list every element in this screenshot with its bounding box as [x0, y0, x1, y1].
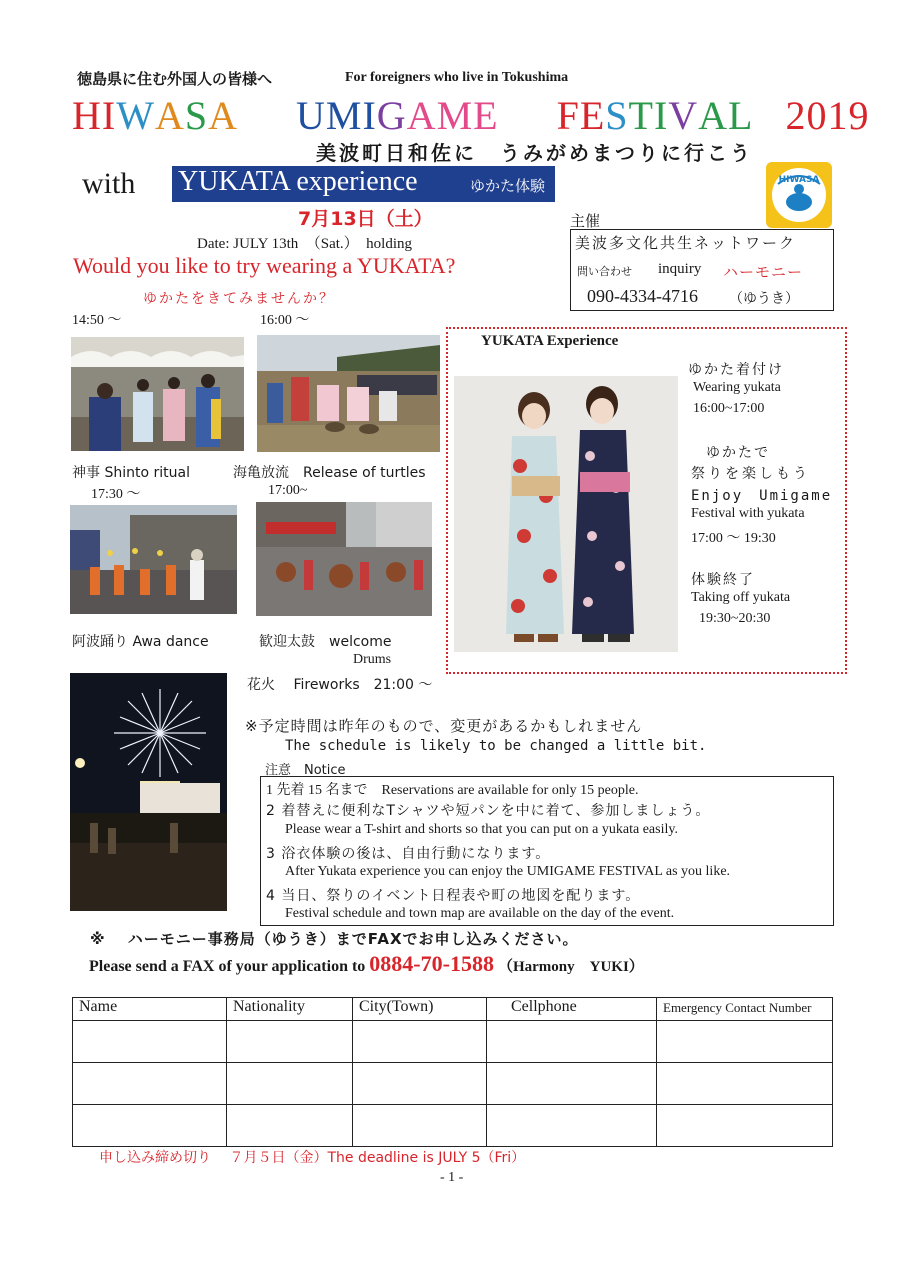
- exp-item-3: ゆかたで: [706, 445, 770, 461]
- event-label-awa: 阿波踊り Awa dance: [72, 634, 209, 650]
- turtle-logo-icon: [766, 162, 832, 228]
- notice-line-2: Please wear a T-shirt and shorts so that you can put on a yukata easily.: [285, 822, 678, 837]
- form-cell-nationality[interactable]: [227, 1063, 353, 1105]
- notice-line-1: 2 着替えに便利なTシャツや短パンを中に着て、参加しましょう。: [266, 803, 711, 819]
- title-word-hiwasa: HIWASA: [72, 93, 239, 138]
- notice-box: [260, 776, 834, 926]
- exp-item-8: 体験終了: [691, 572, 755, 588]
- yukata-banner-jp: ゆかた体験: [470, 177, 546, 195]
- fireworks-photo: [70, 673, 227, 911]
- yukata-banner: [172, 166, 555, 202]
- subtitle-jp: 美波町日和佐に うみがめまつりに行こう: [316, 143, 753, 165]
- festival-title: [72, 92, 870, 139]
- header-jp: 徳島県に住む外国人の皆様へ: [77, 72, 273, 88]
- experience-title: YUKATA Experience: [481, 333, 619, 349]
- application-form-table: [72, 997, 833, 1147]
- table-row: [73, 1105, 833, 1147]
- svg-text:HIWASA: HIWASA: [778, 175, 820, 185]
- event-label-turtles: 海亀放流 Release of turtles: [233, 465, 426, 481]
- form-cell-nationality[interactable]: [227, 1105, 353, 1147]
- form-header-emergency: Emergency Contact Number: [657, 998, 833, 1021]
- form-cell-name[interactable]: [73, 1063, 227, 1105]
- inquiry-en: inquiry: [658, 261, 702, 277]
- notice-line-5: 4 当日、祭りのイベント日程表や町の地図を配ります。: [266, 888, 641, 904]
- organizer-box: [570, 229, 834, 311]
- exp-item-5: Enjoy Umigame: [691, 488, 833, 504]
- experience-box: [446, 327, 847, 674]
- form-cell-name[interactable]: [73, 1105, 227, 1147]
- header-en: For foreigners who live in Tokushima: [345, 70, 569, 85]
- title-word-umigame: UMIGAME: [296, 93, 499, 138]
- form-cell-cellphone[interactable]: [487, 1105, 657, 1147]
- form-cell-emergency[interactable]: [657, 1105, 833, 1147]
- notice-line-4: After Yukata experience you can enjoy the UMIGAME FESTIVAL as you like.: [285, 864, 731, 879]
- form-header-cellphone: Cellphone: [487, 998, 657, 1021]
- notice-line-3: 3 浴衣体験の後は、自由行動になります。: [266, 846, 551, 862]
- exp-item-7: 17:00 〜 19:30: [691, 531, 776, 546]
- schedule-note-en: The schedule is likely to be changed a little bit.: [285, 738, 707, 754]
- exp-item-10: 19:30~20:30: [699, 611, 771, 626]
- event-label-drums-2: Drums: [353, 652, 392, 667]
- event-label-fireworks: 花火 Fireworks 21:00 〜: [247, 677, 433, 693]
- exp-item-0: ゆかた着付け: [688, 362, 784, 378]
- form-cell-emergency[interactable]: [657, 1063, 833, 1105]
- form-cell-city[interactable]: [353, 1021, 487, 1063]
- form-cell-city[interactable]: [353, 1105, 487, 1147]
- form-cell-name[interactable]: [73, 1021, 227, 1063]
- form-cell-city[interactable]: [353, 1063, 487, 1105]
- form-cell-emergency[interactable]: [657, 1021, 833, 1063]
- festival-logo: [766, 162, 832, 228]
- form-cell-cellphone[interactable]: [487, 1063, 657, 1105]
- exp-item-2: 16:00~17:00: [693, 401, 765, 416]
- form-cell-cellphone[interactable]: [487, 1021, 657, 1063]
- organizer-name: 美波多文化共生ネットワーク: [575, 234, 797, 252]
- event-label-drums: 歓迎太鼓 welcome: [259, 634, 392, 650]
- exp-item-1: Wearing yukata: [693, 380, 781, 395]
- exp-item-9: Taking off yukata: [691, 590, 791, 605]
- title-word-festival: FESTIVAL: [556, 93, 754, 138]
- organizer-label: 主催: [570, 212, 601, 230]
- table-row: [73, 1063, 833, 1105]
- inquiry-jp: 問い合わせ: [577, 265, 632, 278]
- table-row: [73, 1021, 833, 1063]
- title-year: 2019: [785, 93, 870, 138]
- fax-suffix: （Harmony YUKI）: [497, 959, 644, 975]
- with-word: with: [82, 167, 136, 200]
- event-time-awa: 17:30 〜: [91, 487, 141, 502]
- event-time-shinto: 14:50 〜: [72, 313, 122, 328]
- fax-jp: ※ ハーモニー事務局（ゆうき）までFAXでお申し込みください。: [90, 930, 579, 948]
- question-jp: ゆかたをきてみませんか？: [143, 291, 335, 307]
- exp-item-4: 祭りを楽しもう: [691, 466, 810, 482]
- yukata-banner-en: YUKATA experience: [178, 166, 418, 197]
- shinto-ritual-photo: [71, 337, 244, 451]
- notice-line-6: Festival schedule and town map are available on the day of the event.: [285, 906, 675, 921]
- form-cell-nationality[interactable]: [227, 1021, 353, 1063]
- exp-item-6: Festival with yukata: [691, 506, 805, 521]
- notice-title: 注意 Notice: [265, 763, 346, 778]
- event-time-turtles: 16:00 〜: [260, 313, 310, 328]
- welcome-drums-photo: [256, 502, 432, 616]
- contact-phone: 090-4334-4716: [587, 286, 698, 306]
- yukata-models-photo: [454, 376, 678, 652]
- event-time-drums: 17:00~: [268, 483, 308, 498]
- deadline-text: 申し込み締め切り ７月５日（金）The deadline is JULY 5（Fri）: [99, 1150, 526, 1166]
- date-en: Date: JULY 13th （Sat.） holding: [197, 236, 413, 252]
- event-label-shinto: 神事 Shinto ritual: [72, 465, 190, 481]
- form-header-nationality: Nationality: [227, 998, 353, 1021]
- form-header-row: [73, 998, 833, 1021]
- date-jp: 7月13日（土）: [298, 208, 433, 230]
- awa-dance-photo: [70, 505, 237, 614]
- page-number: - 1 -: [440, 1170, 464, 1185]
- turtle-release-photo: [257, 335, 440, 452]
- fax-number: 0884-70-1588: [369, 951, 494, 976]
- fax-en: Please send a FAX of your application to: [89, 958, 366, 975]
- form-header-city: City(Town): [353, 998, 487, 1021]
- fax-line: [89, 951, 644, 977]
- notice-line-0: 1 先着 15 名まで Reservations are available for only 15 people.: [266, 783, 639, 798]
- schedule-note-jp: ※予定時間は昨年のもので、変更があるかもしれません: [245, 717, 643, 735]
- question-en: Would you like to try wearing a YUKATA?: [73, 253, 456, 278]
- contact-phone-note: （ゆうき）: [729, 291, 799, 307]
- contact-name: ハーモニー: [723, 263, 804, 281]
- form-header-name: Name: [73, 998, 227, 1021]
